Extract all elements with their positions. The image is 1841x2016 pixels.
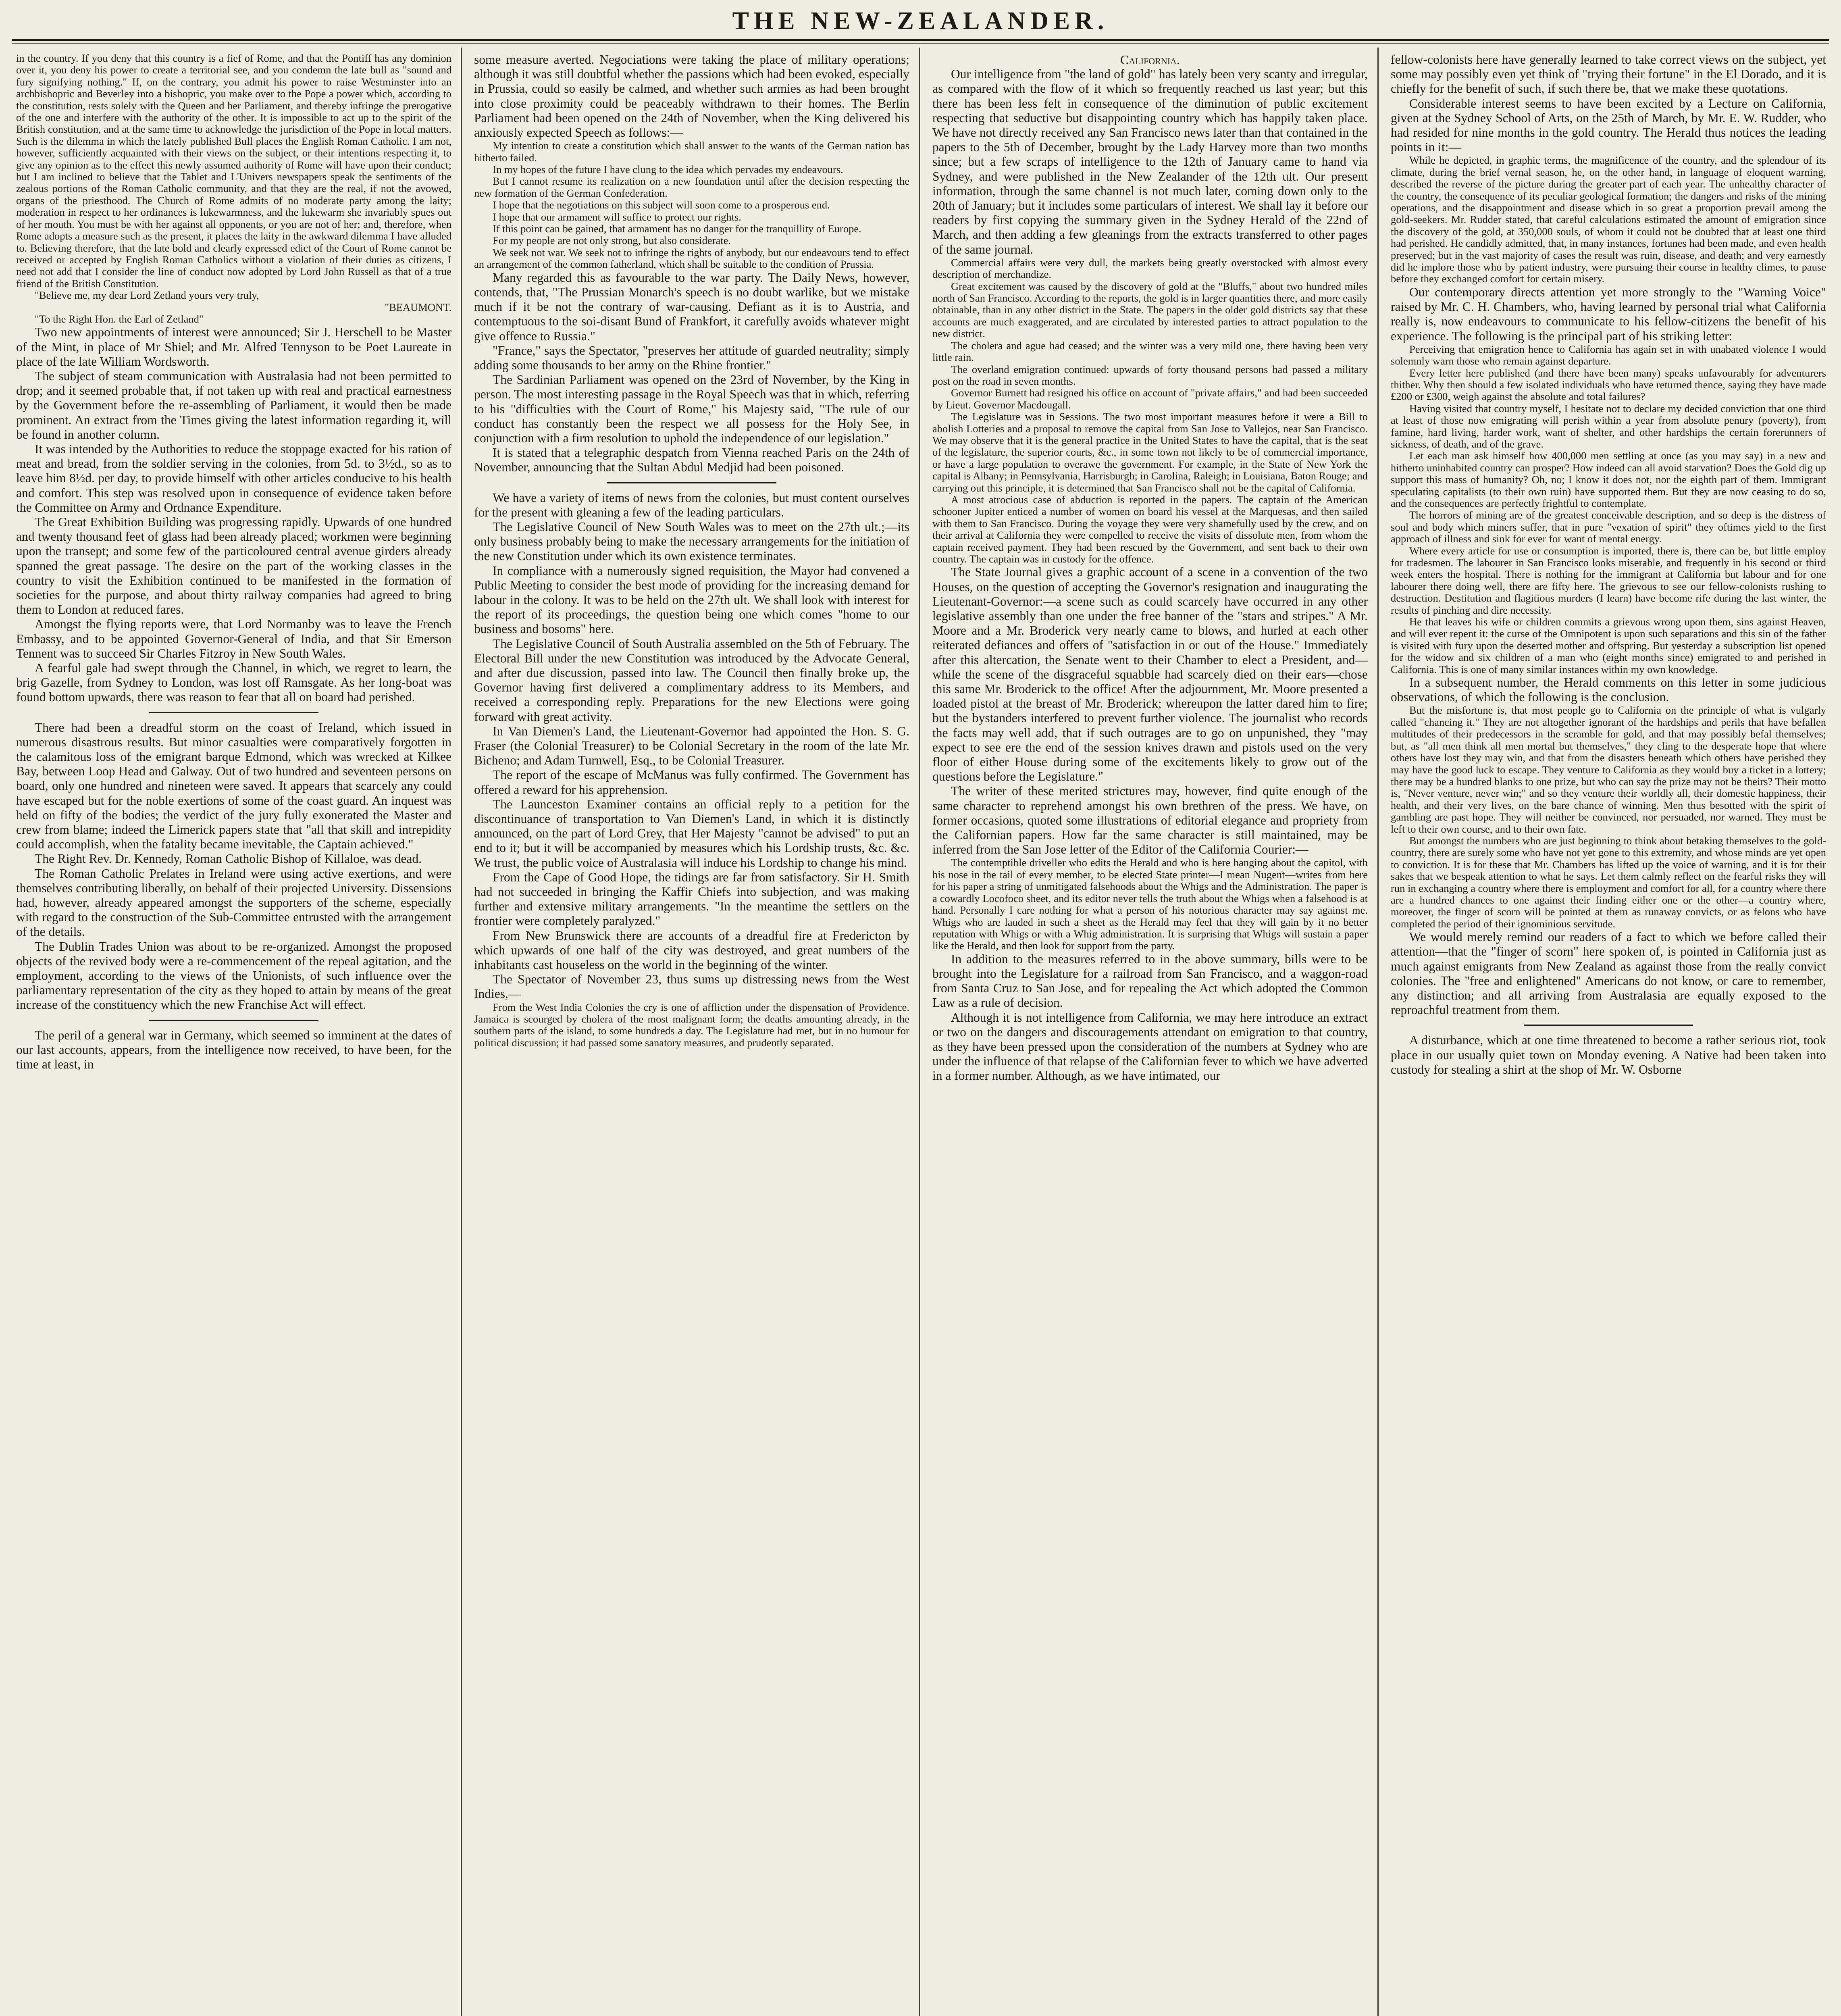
section-divider xyxy=(1524,1025,1693,1026)
article-paragraph: We would merely remind our readers of a fact to which we before called their attention—that the "finger of scorn" here spoken of, is pointed in California just as much against emigrants from New Zealand as against those from the really convict colonies. The "free and enlightened" Americans do not know, or care to remember, any distinction; and all arriving from Australasia are equally exposed to the reproachful treatment from them. xyxy=(1391,930,1826,1017)
article-paragraph: The writer of these merited strictures may, however, find quite enough of the same character to reprehend amongst his own brethren of the press. We have, on former occasions, quoted some illustrations of editorial elegance and propriety from the Californian papers. How far the same character is still maintained, may be inferred from the San Jose letter of the Editor of the California Courier:— xyxy=(932,784,1368,857)
article-quote: The Legislature was in Sessions. The two most important measures before it were a Bill to abolish Lotteries and a proposal to remove the capital from San Jose to Vallejos, near San Francisco. We may observe that it is the general practice in the United States to have the capital, that is the seat of the legislature, the superior courts, &c., in some town not likely to be of commercial importance, or have a large population to overawe the government. For example, in the State of New York the capital is Albany; in Pennsylvania, Harrisburgh; in Carolina, Raleigh; in Louisiana, Baton Rouge; and carrying out this principle, it is determined that San Francisco shall not be the capital of California. xyxy=(932,410,1368,494)
section-divider xyxy=(149,1020,318,1021)
article-paragraph: In Van Diemen's Land, the Lieutenant-Governor had appointed the Hon. S. G. Fraser (the Colonial Treasurer) to be Colonial Secretary in the room of the late Mr. Bicheno; and Adam Turnwell, Esq., to be Colonial Treasurer. xyxy=(474,724,909,768)
letter-quote: Having visited that country myself, I hesitate not to declare my decided conviction that one third at least of those now emigrating will perish within a year from absolute penury (poverty), from famine, hard living, harder work, want of shelter, and other hardships the certain forerunners of sickness, of death, and of the grave. xyxy=(1391,402,1826,450)
column-divider xyxy=(461,48,462,2016)
letter-quote: Where every article for use or consumption is imported, there is, there can be, but little employ for tradesmen. The labourer in San Francisco looks miserable, and frequently in his second or third week enters the hospital. There is nothing for the immigrant at California but labour and for one labourer there doing well, there are fifty here. The grievous to see our fellow-colonists rushing to destruction. Destitution and flagitious murders (I learn) have become rife during the last winter, the results of pinching and dire necessity. xyxy=(1391,544,1826,616)
article-paragraph: A fearful gale had swept through the Channel, in which, we regret to learn, the brig Gazelle, from Sydney to London, was lost off Ramsgate. As her long-boat was found bottom upwards, there was reason to fear that all on board had perished. xyxy=(16,661,451,704)
article-paragraph: The Roman Catholic Prelates in Ireland were using active exertions, and were themselves contributing liberally, on behalf of their projected University. Dissensions had, however, already appeared amongst the supporters of the scheme, especially with regard to the construction of the Sub-Committee entrusted with the arrangement of the details. xyxy=(16,866,451,939)
section-divider xyxy=(607,482,776,483)
letter-closing: "Believe me, my dear Lord Zetland yours very truly, xyxy=(35,289,259,302)
article-paragraph: "France," says the Spectator, "preserves her attitude of guarded neutrality; simply adding some thousands to her army on the Rhine frontier." xyxy=(474,343,909,372)
masthead-rule-thin xyxy=(12,43,1829,44)
article-quote: The overland emigration continued: upwards of forty thousand persons had passed a military post on the road in seven months. xyxy=(932,363,1368,387)
article-paragraph: The Legislative Council of South Australia assembled on the 5th of February. The Electoral Bill under the new Constitution was introduced by the Advocate General, and after due discussion, passed into law. The Council then finally broke up, the Governor having first delivered a complimentary address to its Members, and received a corresponding reply. Preparations for the new Elections were going forward with great activity. xyxy=(474,636,909,724)
column-divider xyxy=(1377,48,1379,2016)
letter-quote: The horrors of mining are of the greatest conceivable description, and so deep is the distress of soul and body which miners suffer, that in pure "vexation of spirit" they oftimes yield to the first approach of illness and sink for ever for want of mental energy. xyxy=(1391,509,1826,545)
letter-addressee: "To the Right Hon. the Earl of Zetland" xyxy=(35,312,204,325)
letter-signature: "BEAUMONT. xyxy=(385,301,451,313)
article-quote: Commercial affairs were very dull, the markets being greatly overstocked with almost every description of merchandize. xyxy=(932,256,1368,281)
article-paragraph: Amongst the flying reports were, that Lord Normanby was to leave the French Embassy, and to be appointed Governor-General of India, and that Sir Emerson Tennent was to succeed Sir Charles Fitzroy in New South Wales. xyxy=(16,617,451,660)
article-paragraph: It is stated that a telegraphic despatch from Vienna reached Paris on the 24th of November, announcing that the Sultan Abdul Medjid had been poisoned. xyxy=(474,446,909,475)
article-paragraph: In addition to the measures referred to in the above summary, bills were to be brought into the Legislature for a railroad from San Francisco, and a waggon-road from Santa Cruz to San Jose, and for repealing the Act which adopted the Common Law as a rule of decision. xyxy=(932,952,1368,1010)
column-1 xyxy=(16,52,451,2016)
speech-quote: But I cannot resume its realization on a new foundation until after the decision respecting the new formation of the German Confederation. xyxy=(474,175,909,199)
article-paragraph: The Spectator of November 23, thus sums up distressing news from the West Indies,— xyxy=(474,972,909,1001)
article-quote: From the West India Colonies the cry is one of affliction under the dispensation of Providence. Jamaica is scourged by cholera of the most malignant form; the deaths amounting already, in the southern parts of the island, to some hundreds a day. The Legislature had met, but in no humour for political discussion; it had passed some sanatory measures, and prudently separated. xyxy=(474,1001,909,1049)
speech-quote: My intention to create a constitution which shall answer to the wants of the German nation has hitherto failed. xyxy=(474,140,909,164)
article-paragraph: Our contemporary directs attention yet more strongly to the "Warning Voice" raised by Mr. C. H. Chambers, who, having learned by personal trial what California really is, now endeavours to communicate to his fellow-citizens the benefit of his experience. The following is the principal part of his striking letter: xyxy=(1391,285,1826,343)
section-title: California. xyxy=(1120,52,1180,67)
section-divider xyxy=(149,712,318,713)
article-paragraph: The report of the escape of McManus was fully confirmed. The Government has offered a reward for his apprehension. xyxy=(474,768,909,797)
article-paragraph: Considerable interest seems to have been excited by a Lecture on California, given at the Sydney School of Arts, on the 25th of March, by Mr. E. W. Rudder, who had resided for nine months in the gold country. The Herald thus notices the leading points in it:— xyxy=(1391,96,1826,154)
article-paragraph: The Right Rev. Dr. Kennedy, Roman Catholic Bishop of Killaloe, was dead. xyxy=(35,852,422,866)
article-paragraph: The Legislative Council of New South Wales was to meet on the 27th ult.;—its only business probably being to make the necessary arrangements for the initiation of the new Constitution under which its own existence terminates. xyxy=(474,519,909,563)
speech-quote: I hope that the negotiations on this subject will soon come to a prosperous end. xyxy=(493,199,830,211)
speech-quote: For my people are not only strong, but also considerate. xyxy=(493,234,731,247)
article-quote: But the misfortune is, that most people go to California on the principle of what is vulgarly called "chancing it." They are not altogether ignorant of the hardships and perils that have befallen multitudes of their predecessors in the scramble for gold, and that may possibly befal themselves; but, as "all men think all men mortal but themselves," they cling to the desperate hope that where others have lost they may win, and that from the disasters beneath which others have perished they may have the good luck to escape. They venture to California as they would buy a ticket in a lottery; there may be a hundred blanks to one prize, but who can say the prize may not be theirs? Their motto is, "Never venture, never win;" and so they venture their worldly all, their domestic happiness, their health, and their very lives, on the bare chance of winning. Men thus besotted with the spirit of gambling are past hope. They will neither be convinced, nor persuaded, nor warned. They must be left to their own course, and to their own fate. xyxy=(1391,704,1826,835)
article-paragraph: some measure averted. Negociations were taking the place of military operations; although it was still doubtful whether the passions which had been evoked, especially in Prussia, could so easily be calmed, and whether such armies as had been brought into close proximity could be peaceably withdrawn to their homes. The Berlin Parliament had been opened on the 24th of November, when the King delivered his anxiously expected Speech as follows:— xyxy=(474,52,909,140)
article-paragraph: The peril of a general war in Germany, which seemed so imminent at the dates of our last accounts, appears, from the intelligence now received, to have been, for the time at least, in xyxy=(16,1028,451,1072)
speech-quote: We seek not war. We seek not to infringe the rights of anybody, but our endeavours tend to effect an arrangement of the common fatherland, which shall be suitable to the condition of Prussia. xyxy=(474,246,909,271)
article-quote: The contemptible driveller who edits the Herald and who is here hanging about the capitol, with his nose in the tail of every member, to be elected State printer—I mean Nugent—writes from here for his paper a string of unmitigated falsehoods about the Whigs and the Administration. The paper is a cowardly Locofoco sheet, and its editor never tells the truth about the Whigs when a falsehood is at hand. Personally I care nothing for what a person of his notorious character may say against me. Whigs who are lauded in such a sheet as the Herald may feel that they will gain by it no better reputation with Whigs or with a Whig administration. It is surprising that Whigs will sustain a paper like the Herald, and then look for support from the party. xyxy=(932,856,1368,952)
article-paragraph: From the Cape of Good Hope, the tidings are far from satisfactory. Sir H. Smith had not succeeded in bringing the Kaffir Chiefs into subjection, and was making further and extensive military arrangements. "In the meantime the settlers on the frontier were completely paralyzed." xyxy=(474,870,909,928)
article-paragraph: fellow-colonists here have generally learned to take correct views on the subject, yet some may possibly even yet think of "trying their fortune" in the El Dorado, and it is chiefly for the benefit of such, if such there be, that we make these quotations. xyxy=(1391,52,1826,96)
article-paragraph: The State Journal gives a graphic account of a scene in a convention of the two Houses, on the question of accepting the Governor's resignation and inaugurating the Lieutenant-Governor:—a scene such as could scarcely have occurred in any other legislative assembly than one under the free banner of the "stars and stripes." A Mr. Moore and a Mr. Broderick very nearly came to blows, and hurled at each other reiterated defiances and offers of "satisfaction in or out of the House." Immediately after this altercation, the Senate went to their Chamber to elect a President, and—while the scene of the disgraceful squabble had scarcely died on their ears—chose this same Mr. Broderick to the office! After the adjournment, Mr. Moore presented a loaded pistol at the breast of Mr. Broderick; whereupon the latter dared him to fire; but the bystanders interfered to prevent further violence. The journalist who records the facts may well add, that if such outrages are to go on unpunished, they "may expect to see ere the end of the session knives drawn and pistols used on the very floor of either House during some of the excitements likely to grow out of the questions before the Legislature." xyxy=(932,565,1368,784)
article-paragraph: There had been a dreadful storm on the coast of Ireland, which issued in numerous disastrous results. But minor casualties were comparatively forgotten in the calamitous loss of the emigrant barque Edmond, which was wrecked at Kilkee Bay, between Loop Head and Galway. Out of two hundred and seventeen persons on board, only one hundred and nineteen were saved. It appears that scarcely any could have escaped but for the noble exertions of some of the coast guard. An inquest was held on fifty of the bodies; the verdict of the jury fully exonerated the Master and crew from blame; indeed the Limerick papers state that "all that skill and intrepidity could accomplish, when the fatality became inevitable, the Captain achieved." xyxy=(16,720,451,852)
article-paragraph: Many regarded this as favourable to the war party. The Daily News, however, contends, that, "The Prussian Monarch's speech is no doubt warlike, but we mistake much if it be not the contrary of war-causing. Defiant as it is to Austria, and contemptuous to the soi-disant Bund of Frankfort, it carefully avoids whatever might give offence to Russia." xyxy=(474,270,909,343)
column-divider xyxy=(919,48,920,2016)
masthead: THE NEW-ZEALANDER. xyxy=(732,7,1109,35)
article-paragraph: The Launceston Examiner contains an official reply to a petition for the discontinuance of transportation to Van Diemen's Land, in which it is distinctly announced, on the part of Lord Grey, that Her Majesty "cannot be advised" to put an end to it; but it will be accompanied by measures which his Lordship trusts, &c. &c. We trust, the public voice of Australasia will induce his Lordship to change his mind. xyxy=(474,797,909,870)
article-paragraph: From New Brunswick there are accounts of a dreadful fire at Fredericton by which upwards of one half of the city was destroyed, and great numbers of the inhabitants cast houseless on the world in the beginning of the winter. xyxy=(474,928,909,972)
article-paragraph: The subject of steam communication with Australasia had not been permitted to drop; and it seemed probable that, if not taken up with real and practical earnestness by the Government before the re-assembling of Parliament, it would then be made prominent. An extract from the Times giving the latest information regarding it, will be found in another column. xyxy=(16,369,451,442)
article-quote: A most atrocious case of abduction is reported in the papers. The captain of the American schooner Jupiter enticed a number of women on board his vessel at the Marquesas, and then sailed with them to San Francisco. During the voyage they were very shamefully used by the crew, and on their arrival at California they were compelled to receive the visits of dissolute men, from whom the captain received payment. They had been rescued by the Government, and sent back to their own country. The captain was in custody for the offence. xyxy=(932,493,1368,565)
article-quote: Governor Burnett had resigned his office on account of "private affairs," and had been succeeded by Lieut. Governor Macdougall. xyxy=(932,387,1368,411)
article-paragraph: Our intelligence from "the land of gold" has lately been very scanty and irregular, as compared with the flow of it which so frequently reached us last year; but this there has been less felt in consequence of the diminution of public excitement respecting that seductive but disappointing country which has happily taken place. We have not directly received any San Francisco news later than that contained in the papers to the 5th of December, brought by the Lady Harvey more than two months since; but a few scraps of intelligence to the 12th of January came to hand via Sydney, and were published in the New Zealander of the 12th ult. Our present information, through the same channel is not much later, coming down only to the 20th of January; but it includes some particulars of interest. We shall lay it before our readers by first copying the summary given in the Sydney Herald of the 22nd of March, and then adding a few gleanings from the extracts transferred to other pages of the same journal. xyxy=(932,67,1368,256)
letter-quote: Every letter here published (and there have been many) speaks unfavourably for adventurers thither. Why then should a few isolated individuals who have returned thence, saying they have made £200 or £300, weigh against the absolute and total failures? xyxy=(1391,367,1826,403)
article-paragraph: The Dublin Trades Union was about to be re-organized. Amongst the proposed objects of the revived body were a re-commencement of the repeal agitation, and the employment, according to the views of the Unionists, of such influence over the parliamentary representation of the city as they hoped to attain by means of the great increase of the constituency which the new Franchise Act will effect. xyxy=(16,939,451,1012)
speech-quote: If this point can be gained, that armament has no danger for the tranquillity of Europe. xyxy=(493,223,861,235)
article-paragraph: A disturbance, which at one time threatened to become a rather serious riot, took place in our usually quiet town on Monday evening. A Native had been taken into custody for stealing a shirt at the shop of Mr. W. Osborne xyxy=(1391,1033,1826,1077)
article-quote: Great excitement was caused by the discovery of gold at the "Bluffs," about two hundred miles north of San Francisco. According to the reports, the gold is in larger quantities there, and more easily obtainable, than in any other district in the State. The papers in the older gold districts say that these accounts are much exaggerated, and are circulated by interested parties to attract population to the new district. xyxy=(932,280,1368,340)
article-paragraph: in the country. If you deny that this country is a fief of Rome, and that the Pontiff has any dominion over it, you deny his power to create a territorial see, and you condemn the late bull as "sound and fury signifying nothing." If, on the contrary, you admit his power to raise Westminster into an archbishopric and Beverley into a bishopric, you make over to the Pope a power which, according to the constitution, rests solely with the Queen and her Parliament, and thereby infringe the prerogative of the one and interfere with the authority of the other. It is impossible to act up to the spirit of the British constitution, and at the same time to acknowledge the jurisdiction of the Pope in local matters. Such is the dilemma in which the lately published Bull places the English Roman Catholic. I am not, however, sufficiently acquainted with their views on the subject, or their intentions respecting it, to give any opinion as to the effect this newly assumed authority of Rome will have upon their conduct; but I am inclined to believe that the Tablet and L'Univers newspapers speak the sentiments of the zealous portions of the Roman Catholic community, and that they are the real, if not the avowed, organs of the priesthood. The Church of Rome admits of no moderate party among the laity; moderation in respect to her ordinances is lukewarmness, and the lukewarm she invariably spues out of her mouth. You must be with her against all opponents, or you are not of her; and, therefore, when Rome adopts a measure such as the present, it places the laity in the awkward dilemma I have alluded to. Believing therefore, that the late bold and clearly expressed edict of the Court of Rome cannot be received or accepted by English Roman Catholics without a violation of their duties as citizens, I need not add that I consider the line of conduct now adopted by Lord John Russell as that of a true friend of the British Constitution. xyxy=(16,52,451,289)
article-paragraph: In compliance with a numerously signed requisition, the Mayor had convened a Public Meeting to consider the best mode of providing for the increasing demand for labour in the colony. It was to be held on the 27th ult. We shall look with interest for the report of its proceedings, the question being one which comes "home to our business and bosoms" here. xyxy=(474,563,909,636)
article-paragraph: Although it is not intelligence from California, we may here introduce an extract or two on the dangers and discouragements attendant on emigration to that country, as they have been pressed upon the consideration of the numbers at Sydney who are under the influence of that relapse of the Californian fever to which we have adverted in a former number. Although, as we have intimated, our xyxy=(932,1010,1368,1083)
article-quote: The cholera and ague had ceased; and the winter was a very mild one, there having been very little rain. xyxy=(932,339,1368,364)
speech-quote: I hope that our armament will suffice to protect our rights. xyxy=(493,210,741,223)
article-paragraph: The Sardinian Parliament was opened on the 23rd of November, by the King in person. The most interesting passage in the Royal Speech was that in which, referring to his "difficulties with the Court of Rome," his Majesty said, "The rule of our conduct has constantly been the respect we all possess for the Holy See, in conjunction with a firm resolution to uphold the independence of our legislation." xyxy=(474,373,909,445)
letter-quote: Perceiving that emigration hence to California has again set in with unabated violence I would solemnly warn those who remain against departure. xyxy=(1391,343,1826,367)
article-paragraph: In a subsequent number, the Herald comments on this letter in some judicious observations, of which the following is the conclusion. xyxy=(1391,675,1826,704)
letter-quote: He that leaves his wife or children commits a grievous wrong upon them, sins against Heaven, and will ever repent it: the curse of the Omnipotent is upon such separations and this sin of the father is visited with fury upon the deserted mother and offspring. But yesterday a subscription list opened for the widow and six children of a man who (eight months since) emigrated to and perished in California. This is one of many similar instances within my own knowledge. xyxy=(1391,616,1826,675)
article-paragraph: The Great Exhibition Building was progressing rapidly. Upwards of one hundred and twenty thousand feet of glass had been already placed; workmen were beginning upon the transept; and some few of the particoloured central avenue girders already spanned the great passage. The desire on the part of the working classes in the country to visit the Exhibition continued to be manifested in the formation of societies for the purpose, and about thirty railway companies had agreed to bring them to London at reduced fares. xyxy=(16,514,451,617)
article-quote: While he depicted, in graphic terms, the magnificence of the country, and the splendour of its climate, during the brief vernal season, he, on the other hand, in language of eloquent warning, described the reverse of the picture during the greater part of each year. The unhealthy character of the country, the consequence of its peculiar geological formation; the dangers and risks of the mining operations, and the disappointment and disease which in so great a proportion prevail among the gold-seekers. Mr. Rudder stated, that careful calculations estimated the amount of emigration since the discovery of the gold, at 350,000 souls, of whom it could not be doubted that at least one third had perished. He candidly admitted, that, in many instances, fortunes had been made, and even health preserved; but in the vast majority of cases the result was ruin, disease, and death; and very earnestly did he implore those who by patient industry, were pursuing their course in healthy climes, to pause before they exchanged comfort for certain misery. xyxy=(1391,154,1826,285)
article-paragraph: We have a variety of items of news from the colonies, but must content ourselves for the present with gleaning a few of the leading particulars. xyxy=(474,490,909,519)
article-paragraph: Two new appointments of interest were announced; Sir J. Herschell to be Master of the Mint, in place of Mr Shiel; and Mr. Alfred Tennyson to be Poet Laureate in place of the late William Wordsworth. xyxy=(16,325,451,369)
article-quote: But amongst the numbers who are just beginning to think about betaking themselves to the gold-country, there are surely some who have not yet gone to this extremity, and whose minds are yet open to conviction. It is for these that Mr. Chambers has lifted up the voice of warning, and it is for their sakes that we bespeak attention to what he says. Let them calmly reflect on the fearful risks they will run in exchanging a country where there is employment and comfort for all, for a country where there are a hundred chances to one against their finding either one or the other—a country where, moreover, the finger of scorn will be pointed at them as runaway convicts, or as felons who have completed the period of their ignominious servitude. xyxy=(1391,834,1826,930)
column-3 xyxy=(932,52,1368,2016)
masthead-rule xyxy=(12,39,1829,41)
column-4 xyxy=(1391,52,1826,2016)
article-paragraph: It was intended by the Authorities to reduce the stoppage exacted for his ration of meat and bread, from the soldier serving in the colonies, from 5d. to 3½d., so as to leave him 8½d. per day, to provide himself with other articles conducive to his health and comfort. This step was resolved upon in consequence of evidence taken before the Committee on Army and Ordnance Expenditure. xyxy=(16,442,451,514)
speech-quote: In my hopes of the future I have clung to the idea which pervades my endeavours. xyxy=(493,163,843,176)
letter-quote: Let each man ask himself how 400,000 men settling at once (as you may say) in a new and hitherto uninhabited country can prosper? How indeed can all avoid starvation? Does the Gold dig up support this mass of humanity? Oh, no; I know it does not, nor the eighth part of them. Immigrant speculating capitalists (to their own ruin) have supported them. But they are now ceasing to do so, and the consequences are perfectly frightful to contemplate. xyxy=(1391,450,1826,509)
column-2 xyxy=(474,52,909,2016)
